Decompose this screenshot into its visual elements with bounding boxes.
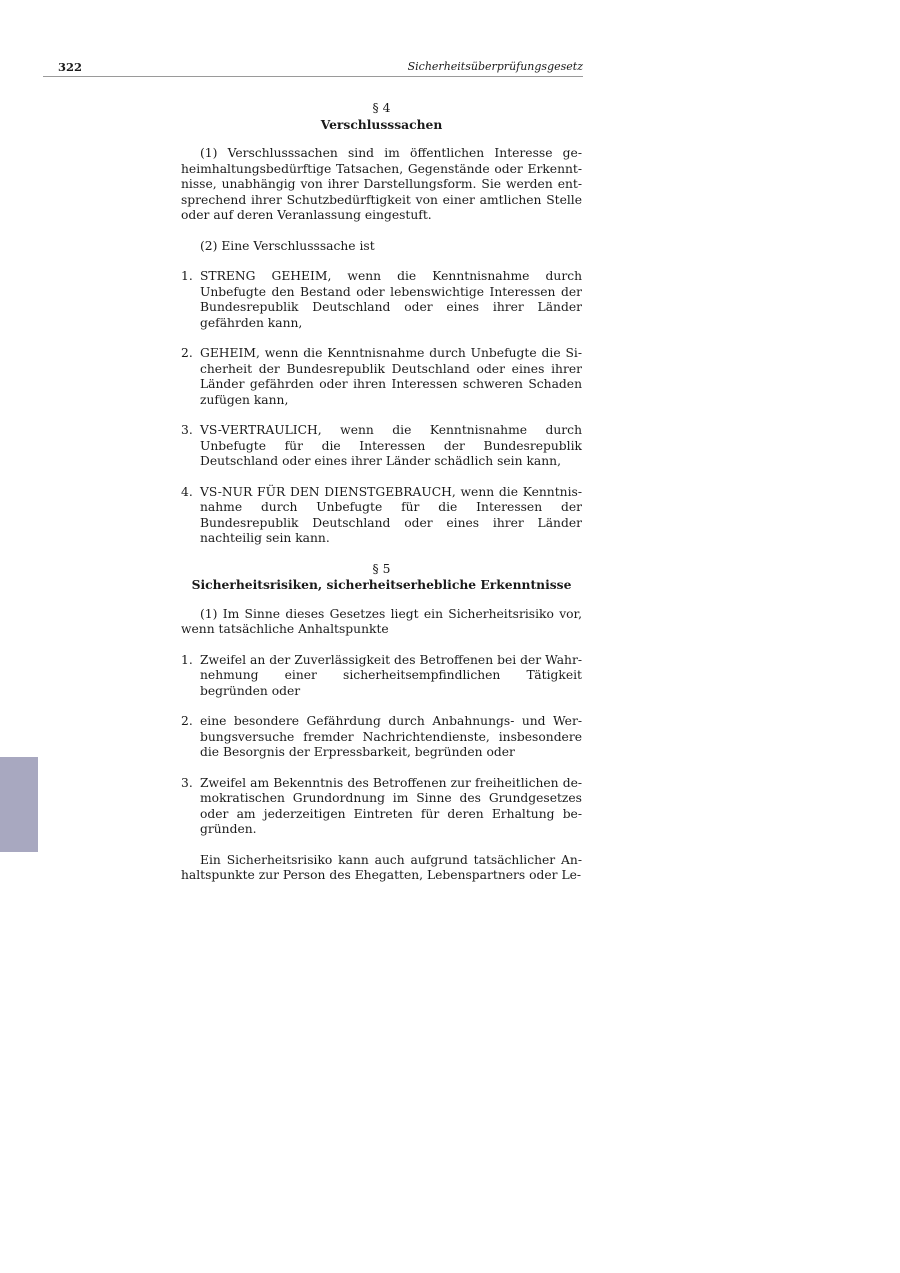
list-item-text: STRENG GEHEIM, wenn die Kenntnisnahme durch Unbefugte den Bestand oder lebenswichtige Interessen der Bundesrepublik Deutschland oder eines ihrer Länder gefährden kann, (200, 269, 582, 330)
list-item-number: 2. (181, 714, 193, 728)
list-item (181, 423, 582, 470)
list-item-number: 1. (181, 652, 193, 667)
list-item (181, 485, 582, 547)
list-item-number: 1. (181, 269, 193, 283)
list-item (181, 653, 582, 700)
list-item-number: 3. (181, 775, 193, 790)
list-item (181, 714, 582, 761)
section-4 (181, 101, 582, 547)
list-item (181, 346, 582, 408)
section-title: Verschlusssachen (320, 116, 443, 132)
list-item-text: VS-VERTRAULICH, wenn die Kenntnisnahme durch Unbefugte für die Interessen der Bundesrepublik Deutschland oder eines ihrer Länder schädlich sein kann, (200, 423, 582, 468)
paragraph: Ein Sicherheitsrisiko kann auch aufgrund tatsächlicher Anhaltspunkte zur Person des Ehegatten, Lebenspartners oder Le- (181, 852, 582, 882)
classification-list (181, 269, 582, 547)
paragraph: (1) Verschlusssachen sind im öffentlichen Interesse geheimhaltungsbedürftige Tatsachen, Gegenstände oder Erkenntnisse, unabhängig von ihrer Darstellungsform. Sie werden entsprechend ihrer Schutzbedürftigkeit von einer amtlichen Stelle oder auf deren Veranlassung eingestuft. (181, 146, 582, 222)
list-item-text: eine besondere Gefährdung durch Anbahnungs- und Werbungsversuche fremder Nachrichtendienste, insbesondere die Besorgnis der Erpressbarkeit, begründen oder (200, 714, 582, 759)
list-item-number: 4. (181, 484, 193, 499)
list-item-text: VS-NUR FÜR DEN DIENSTGEBRAUCH, wenn die Kenntnisnahme durch Unbefugte für die Interessen der Bundesrepublik Deutschland oder eines ihrer Länder nachteilig sein kann. (200, 484, 582, 545)
list-item-number: 3. (181, 423, 193, 437)
list-item-text: Zweifel am Bekenntnis des Betroffenen zur freiheitlichen demokratischen Grundordnung im Sinne des Grundgesetzes oder am jederzeitigen Eintreten für deren Erhaltung begründen. (200, 775, 582, 836)
section-number: § 4 (372, 101, 391, 115)
section-title: Sicherheitsrisiken, sicherheitserhebliche Erkenntnisse (191, 577, 572, 592)
chapter-tab-marker (0, 757, 38, 852)
list-item (181, 776, 582, 838)
list-item (181, 269, 582, 331)
list-item-text: GEHEIM, wenn die Kenntnisnahme durch Unbefugte die Sicherheit der Bundesrepublik Deutschland oder eines ihrer Länder gefährden oder ihren Interessen schweren Schaden zufügen kann, (200, 346, 582, 407)
paragraph: (2) Eine Verschlusssache ist (200, 238, 375, 253)
running-header (43, 60, 583, 77)
document-body (181, 101, 582, 899)
paragraph: (1) Im Sinne dieses Gesetzes liegt ein Sicherheitsrisiko vor, wenn tatsächliche Anhaltspunkte (181, 606, 582, 636)
section-number: § 5 (372, 561, 391, 576)
list-item-number: 2. (181, 346, 193, 360)
section-5 (181, 562, 582, 884)
risk-list (181, 653, 582, 838)
page-number: 322 (58, 60, 83, 74)
list-item-text: Zweifel an der Zuverlässigkeit des Betroffenen bei der Wahrnehmung einer sicherheitsempfindlichen Tätigkeit begründen oder (200, 652, 582, 698)
running-title: Sicherheitsüberprüfungsgesetz (407, 60, 583, 73)
